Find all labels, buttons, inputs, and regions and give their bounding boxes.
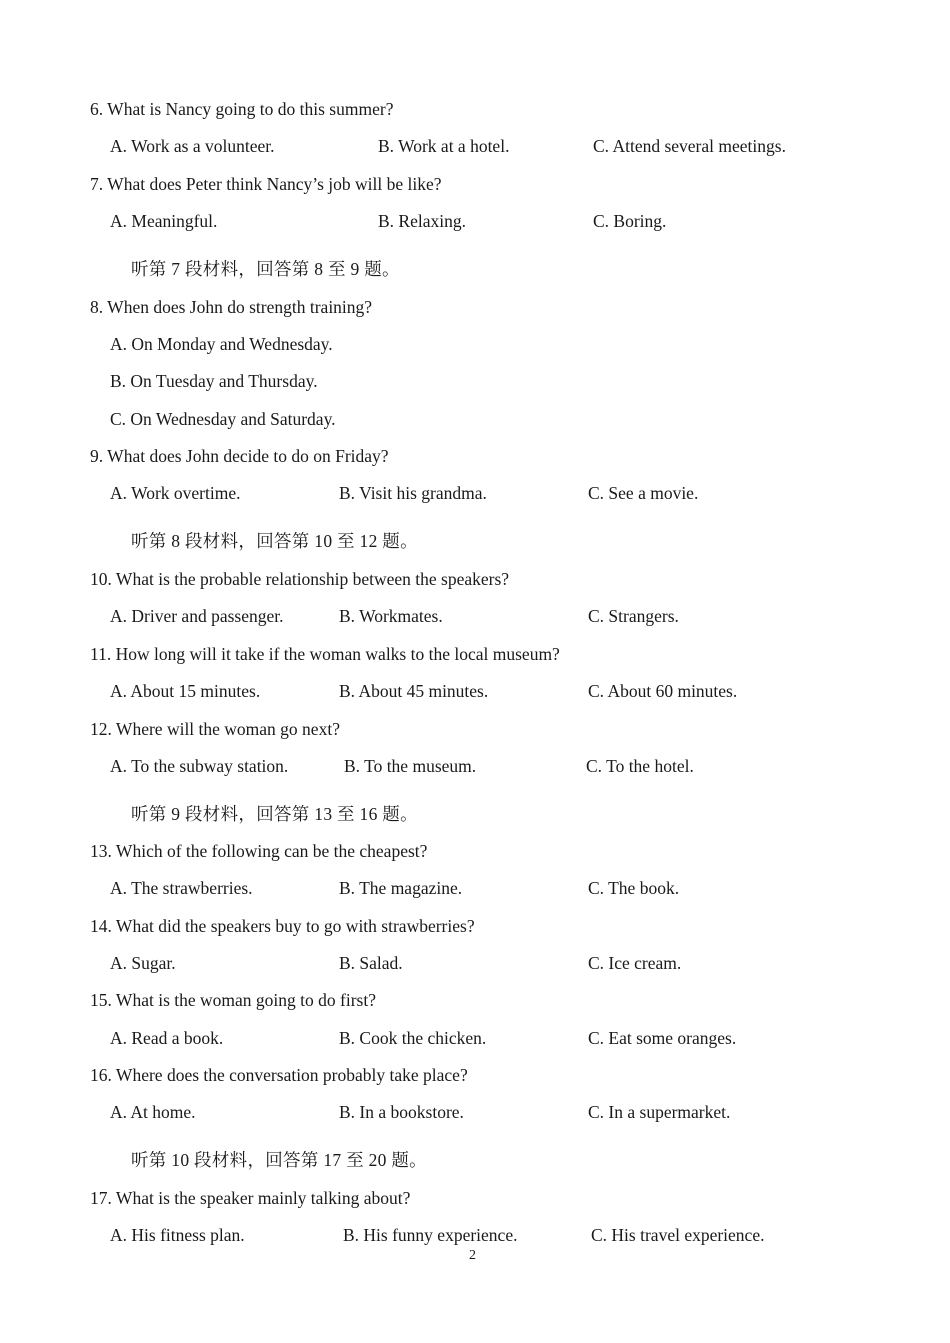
answer-option: C. In a supermarket. <box>588 1102 731 1122</box>
answer-option: C. Strangers. <box>588 606 679 626</box>
answer-option: C. Attend several meetings. <box>593 136 786 156</box>
page-number: 2 <box>469 1248 476 1263</box>
section-instruction: 听第 8 段材料，回答第 10 至 12 题。 <box>131 531 418 551</box>
answer-option: B. Cook the chicken. <box>339 1028 487 1048</box>
question-text: 6. What is Nancy going to do this summer? <box>90 99 394 119</box>
question-text: 13. Which of the following can be the cheapest? <box>90 841 428 861</box>
answer-option: A. Work as a volunteer. <box>110 136 275 156</box>
question-text: 10. What is the probable relationship between the speakers? <box>90 569 510 589</box>
answer-option: A. About 15 minutes. <box>110 681 261 701</box>
answer-option: C. On Wednesday and Saturday. <box>110 409 336 429</box>
answer-option: A. Sugar. <box>110 953 176 973</box>
question-text: 16. Where does the conversation probably take place? <box>90 1065 468 1085</box>
answer-option: C. The book. <box>588 878 680 898</box>
answer-option: C. See a movie. <box>588 483 699 503</box>
question-text: 11. How long will it take if the woman walks to the local museum? <box>90 644 560 664</box>
question-text: 17. What is the speaker mainly talking about? <box>90 1188 411 1208</box>
answer-option: B. Salad. <box>339 953 403 973</box>
question-text: 15. What is the woman going to do first? <box>90 990 376 1010</box>
answer-option: A. Work overtime. <box>110 483 241 503</box>
answer-option: B. To the museum. <box>344 756 477 776</box>
answer-option: B. About 45 minutes. <box>339 681 489 701</box>
answer-option: A. His fitness plan. <box>110 1225 245 1245</box>
answer-option: A. Meaningful. <box>110 211 218 231</box>
answer-option: A. The strawberries. <box>110 878 253 898</box>
answer-option: A. To the subway station. <box>110 756 289 776</box>
answer-option: B. In a bookstore. <box>339 1102 464 1122</box>
answer-option: B. Relaxing. <box>378 211 466 231</box>
section-instruction: 听第 7 段材料，回答第 8 至 9 题。 <box>131 259 400 279</box>
question-text: 8. When does John do strength training? <box>90 297 373 317</box>
answer-option: A. At home. <box>110 1102 196 1122</box>
question-text: 7. What does Peter think Nancy’s job will be like? <box>90 174 442 194</box>
question-text: 9. What does John decide to do on Friday? <box>90 446 389 466</box>
question-text: 14. What did the speakers buy to go with strawberries? <box>90 916 475 936</box>
answer-option: B. On Tuesday and Thursday. <box>110 371 318 391</box>
answer-option: B. The magazine. <box>339 878 463 898</box>
answer-option: B. His funny experience. <box>343 1225 518 1245</box>
answer-option: C. Ice cream. <box>588 953 682 973</box>
answer-option: C. His travel experience. <box>591 1225 765 1245</box>
answer-option: C. Eat some oranges. <box>588 1028 737 1048</box>
answer-option: B. Visit his grandma. <box>339 483 487 503</box>
section-instruction: 听第 10 段材料，回答第 17 至 20 题。 <box>131 1150 427 1170</box>
answer-option: A. Driver and passenger. <box>110 606 284 626</box>
answer-option: B. Workmates. <box>339 606 443 626</box>
answer-option: A. Read a book. <box>110 1028 224 1048</box>
section-instruction: 听第 9 段材料，回答第 13 至 16 题。 <box>131 804 418 824</box>
answer-option: A. On Monday and Wednesday. <box>110 334 333 354</box>
answer-option: C. Boring. <box>593 211 667 231</box>
answer-option: C. To the hotel. <box>586 756 694 776</box>
question-text: 12. Where will the woman go next? <box>90 719 340 739</box>
answer-option: C. About 60 minutes. <box>588 681 738 701</box>
answer-option: B. Work at a hotel. <box>378 136 510 156</box>
